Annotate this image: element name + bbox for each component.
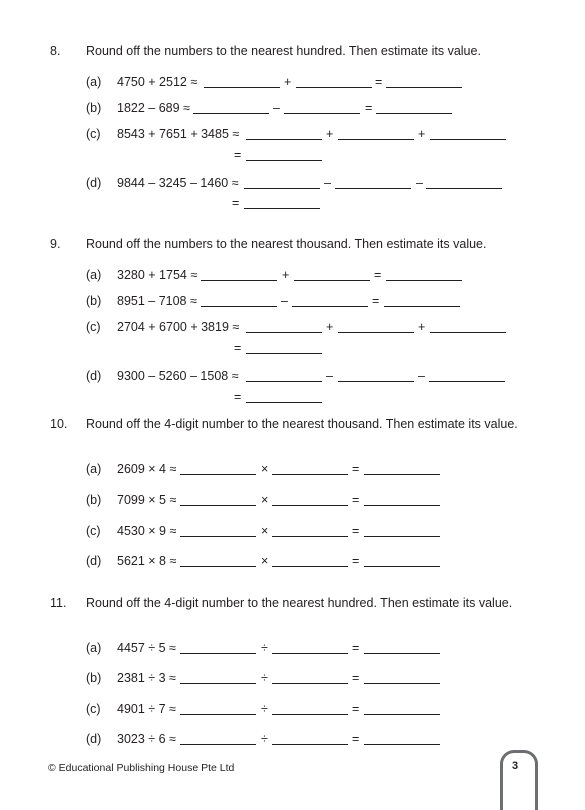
answer-blank[interactable] [338, 332, 414, 333]
item-expression: 4530 × 9 ≈ [117, 524, 177, 538]
operator: ÷ [261, 671, 268, 685]
answer-blank[interactable] [193, 113, 269, 114]
operator: – [273, 101, 280, 115]
answer-blank[interactable] [272, 566, 348, 567]
answer-blank[interactable] [272, 744, 348, 745]
answer-blank[interactable] [376, 113, 452, 114]
q8-item-b [86, 101, 486, 117]
equals-sign: = [352, 732, 360, 746]
q8-item-d-result [86, 196, 336, 212]
operator: + [418, 127, 426, 141]
answer-blank[interactable] [246, 160, 322, 161]
operator: – [326, 369, 333, 383]
equals-sign: = [232, 196, 240, 210]
operator: + [284, 75, 292, 89]
answer-blank[interactable] [429, 381, 505, 382]
answer-blank[interactable] [384, 306, 460, 307]
answer-blank[interactable] [246, 139, 322, 140]
question-8-number: 8. [50, 44, 61, 58]
q10-item-c [86, 524, 446, 540]
q11-item-c [86, 702, 446, 718]
operator: – [416, 176, 423, 190]
question-10-number: 10. [50, 417, 68, 431]
answer-blank[interactable] [246, 402, 322, 403]
q11-item-b [86, 671, 446, 687]
answer-blank[interactable] [180, 653, 256, 654]
answer-blank[interactable] [272, 505, 348, 506]
item-label: (d) [86, 732, 102, 746]
item-label: (b) [86, 493, 102, 507]
operator: × [261, 524, 269, 538]
equals-sign: = [352, 671, 360, 685]
question-8-text: Round off the numbers to the nearest hundred. Then estimate its value. [86, 44, 481, 58]
equals-sign: = [372, 294, 380, 308]
answer-blank[interactable] [246, 353, 322, 354]
q9-item-c-result [86, 341, 336, 357]
operator: × [261, 493, 269, 507]
answer-blank[interactable] [244, 208, 320, 209]
answer-blank[interactable] [180, 714, 256, 715]
answer-blank[interactable] [180, 566, 256, 567]
q9-item-d [86, 369, 516, 385]
item-label: (c) [86, 524, 101, 538]
item-expression: 5621 × 8 ≈ [117, 554, 177, 568]
operator: + [282, 268, 290, 282]
equals-sign: = [234, 341, 242, 355]
q10-item-a [86, 462, 446, 478]
item-expression: 7099 × 5 ≈ [117, 493, 177, 507]
page-number-tab [500, 750, 538, 810]
equals-sign: = [352, 524, 360, 538]
answer-blank[interactable] [292, 306, 368, 307]
operator: + [326, 320, 334, 334]
answer-blank[interactable] [272, 474, 348, 475]
answer-blank[interactable] [426, 188, 502, 189]
item-label: (b) [86, 101, 102, 115]
item-expression: 2381 ÷ 3 ≈ [117, 671, 176, 685]
answer-blank[interactable] [180, 505, 256, 506]
item-label: (d) [86, 554, 102, 568]
item-label: (c) [86, 702, 101, 716]
operator: × [261, 554, 269, 568]
item-label: (c) [86, 127, 101, 141]
equals-sign: = [352, 493, 360, 507]
q11-item-d [86, 732, 446, 748]
q9-item-c [86, 320, 516, 336]
answer-blank[interactable] [180, 683, 256, 684]
item-expression: 2704 + 6700 + 3819 ≈ [117, 320, 240, 334]
q8-item-c [86, 127, 516, 143]
answer-blank[interactable] [364, 683, 440, 684]
answer-blank[interactable] [386, 87, 462, 88]
answer-blank[interactable] [430, 139, 506, 140]
item-expression: 9844 – 3245 – 1460 ≈ [117, 176, 239, 190]
question-9-number: 9. [50, 237, 61, 251]
item-label: (a) [86, 462, 102, 476]
item-expression: 8543 + 7651 + 3485 ≈ [117, 127, 240, 141]
answer-blank[interactable] [201, 306, 277, 307]
operator: ÷ [261, 702, 268, 716]
operator: + [326, 127, 334, 141]
equals-sign: = [234, 390, 242, 404]
answer-blank[interactable] [204, 87, 280, 88]
answer-blank[interactable] [364, 566, 440, 567]
answer-blank[interactable] [180, 744, 256, 745]
operator: ÷ [261, 732, 268, 746]
answer-blank[interactable] [284, 113, 360, 114]
answer-blank[interactable] [201, 280, 277, 281]
operator: – [324, 176, 331, 190]
answer-blank[interactable] [386, 280, 462, 281]
equals-sign: = [375, 75, 383, 89]
item-expression: 4457 ÷ 5 ≈ [117, 641, 176, 655]
answer-blank[interactable] [335, 188, 411, 189]
equals-sign: = [352, 702, 360, 716]
answer-blank[interactable] [364, 744, 440, 745]
copyright-footer: © Educational Publishing House Pte Ltd [48, 762, 235, 774]
answer-blank[interactable] [272, 536, 348, 537]
item-expression: 4750 + 2512 ≈ [117, 75, 198, 89]
item-label: (c) [86, 320, 101, 334]
answer-blank[interactable] [364, 536, 440, 537]
answer-blank[interactable] [246, 332, 322, 333]
answer-blank[interactable] [246, 381, 322, 382]
answer-blank[interactable] [364, 474, 440, 475]
item-label: (a) [86, 75, 102, 89]
q9-item-a [86, 268, 486, 284]
item-label: (a) [86, 641, 102, 655]
question-11-number: 11. [50, 596, 67, 610]
operator: ÷ [261, 641, 268, 655]
answer-blank[interactable] [272, 683, 348, 684]
operator: – [281, 294, 288, 308]
question-9-text: Round off the numbers to the nearest thousand. Then estimate its value. [86, 237, 487, 251]
equals-sign: = [352, 462, 360, 476]
item-label: (b) [86, 294, 102, 308]
q10-item-b [86, 493, 446, 509]
q10-item-d [86, 554, 446, 570]
q8-item-c-result [86, 148, 336, 164]
item-label: (a) [86, 268, 102, 282]
answer-blank[interactable] [294, 280, 370, 281]
item-expression: 3023 ÷ 6 ≈ [117, 732, 176, 746]
answer-blank[interactable] [296, 87, 372, 88]
q11-item-a [86, 641, 446, 657]
operator: × [261, 462, 269, 476]
item-label: (b) [86, 671, 102, 685]
answer-blank[interactable] [180, 474, 256, 475]
item-label: (d) [86, 176, 102, 190]
q9-item-b [86, 294, 486, 310]
answer-blank[interactable] [338, 139, 414, 140]
answer-blank[interactable] [364, 714, 440, 715]
question-11-text: Round off the 4-digit number to the nearest hundred. Then estimate its value. [86, 596, 513, 610]
item-expression: 4901 ÷ 7 ≈ [117, 702, 176, 716]
item-label: (d) [86, 369, 102, 383]
operator: + [418, 320, 426, 334]
page-number: 3 [512, 760, 519, 772]
operator: – [418, 369, 425, 383]
answer-blank[interactable] [430, 332, 506, 333]
equals-sign: = [352, 641, 360, 655]
question-10-text: Round off the 4-digit number to the nearest thousand. Then estimate its value. [86, 417, 518, 431]
item-expression: 2609 × 4 ≈ [117, 462, 177, 476]
answer-blank[interactable] [272, 714, 348, 715]
answer-blank[interactable] [364, 505, 440, 506]
item-expression: 3280 + 1754 ≈ [117, 268, 198, 282]
equals-sign: = [352, 554, 360, 568]
item-expression: 1822 – 689 ≈ [117, 101, 190, 115]
answer-blank[interactable] [272, 653, 348, 654]
answer-blank[interactable] [364, 653, 440, 654]
answer-blank[interactable] [180, 536, 256, 537]
equals-sign: = [234, 148, 242, 162]
answer-blank[interactable] [338, 381, 414, 382]
item-expression: 9300 – 5260 – 1508 ≈ [117, 369, 239, 383]
equals-sign: = [374, 268, 382, 282]
q8-item-a [86, 75, 486, 91]
equals-sign: = [365, 101, 373, 115]
q8-item-d [86, 176, 516, 192]
answer-blank[interactable] [244, 188, 320, 189]
q9-item-d-result [86, 390, 336, 406]
item-expression: 8951 – 7108 ≈ [117, 294, 197, 308]
